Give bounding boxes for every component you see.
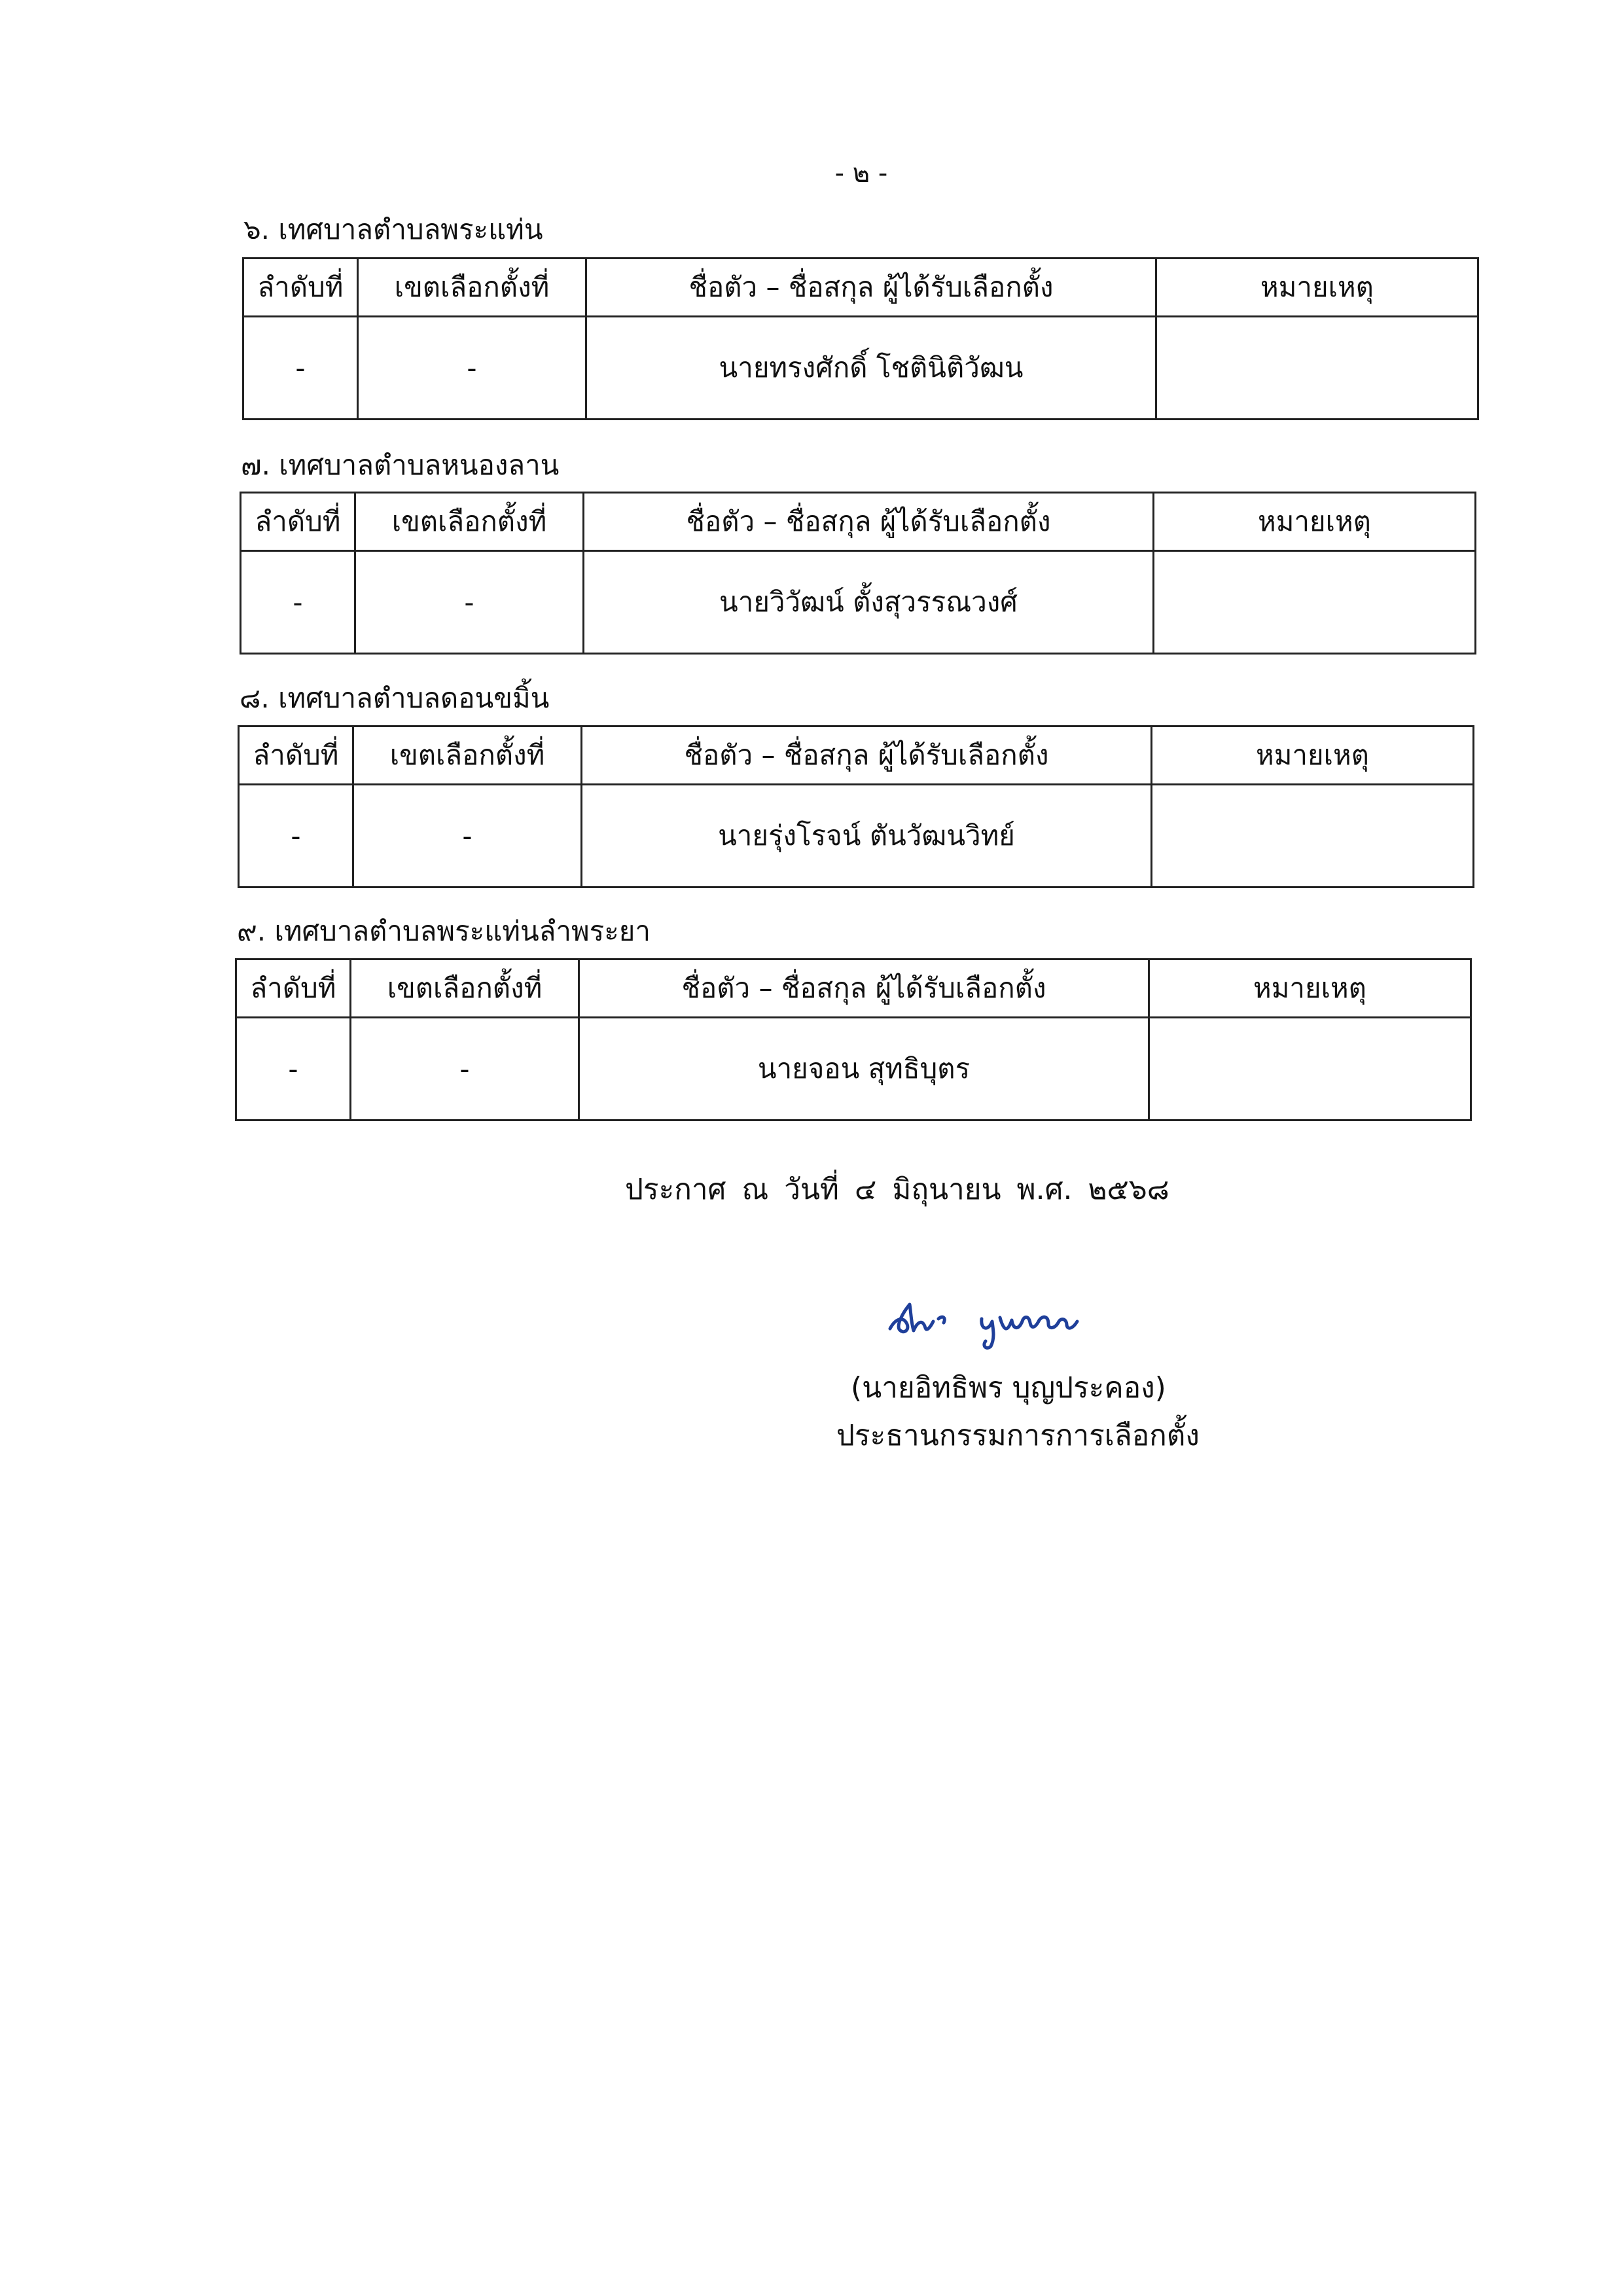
- cell-remark: [1152, 785, 1474, 888]
- section-title-6: ๖. เทศบาลตำบลพระแท่น: [243, 213, 543, 245]
- cell-order: -: [239, 785, 353, 888]
- cell-name: นายวิวัฒน์ ตั้งสุวรรณวงศ์: [584, 551, 1154, 654]
- col-header-order: ลำดับที่: [236, 960, 351, 1018]
- cell-order: -: [243, 317, 358, 420]
- section-title-7: ๗. เทศบาลตำบลหนองลาน: [241, 449, 560, 481]
- col-header-district: เขตเลือกตั้งที่: [353, 726, 582, 785]
- results-table-6: [242, 257, 1479, 420]
- col-header-order: ลำดับที่: [241, 493, 355, 551]
- cell-district: -: [355, 551, 584, 654]
- table-row: [243, 317, 1478, 420]
- results-table-7: [240, 492, 1476, 655]
- results-table-8: [238, 725, 1474, 888]
- col-header-order: ลำดับที่: [243, 259, 358, 317]
- signer-position: ประธานกรรมการการเลือกตั้ง: [836, 1419, 1200, 1452]
- col-header-name: ชื่อตัว – ชื่อสกุล ผู้ได้รับเลือกตั้ง: [579, 960, 1149, 1018]
- table-row: [236, 1018, 1471, 1121]
- cell-order: -: [241, 551, 355, 654]
- cell-name: นายรุ่งโรจน์ ตันวัฒนวิทย์: [582, 785, 1152, 888]
- table-header-row: [241, 493, 1476, 551]
- table-header-row: [243, 259, 1478, 317]
- announcement-date: ประกาศ ณ วันที่ ๔ มิถุนายน พ.ศ. ๒๕๖๘: [625, 1173, 1169, 1206]
- signer-name: (นายอิทธิพร บุญประคอง): [851, 1371, 1166, 1405]
- cell-name: นายจอน สุทธิบุตร: [579, 1018, 1149, 1121]
- col-header-district: เขตเลือกตั้งที่: [351, 960, 579, 1018]
- page-number: - ๒ -: [834, 158, 888, 188]
- cell-order: -: [236, 1018, 351, 1121]
- table-row: [241, 551, 1476, 654]
- cell-district: -: [358, 317, 586, 420]
- table-header-row: [236, 960, 1471, 1018]
- col-header-name: ชื่อตัว – ชื่อสกุล ผู้ได้รับเลือกตั้ง: [584, 493, 1154, 551]
- table-row: [239, 785, 1474, 888]
- table-header-row: [239, 726, 1474, 785]
- cell-remark: [1156, 317, 1478, 420]
- cell-remark: [1154, 551, 1476, 654]
- col-header-remark: หมายเหตุ: [1156, 259, 1478, 317]
- section-title-9: ๙. เทศบาลตำบลพระแท่นลำพระยา: [237, 915, 651, 947]
- results-table-9: [235, 958, 1472, 1121]
- col-header-remark: หมายเหตุ: [1152, 726, 1474, 785]
- cell-name: นายทรงศักดิ์ โชตินิติวัฒน: [586, 317, 1156, 420]
- col-header-remark: หมายเหตุ: [1149, 960, 1471, 1018]
- signature: [883, 1293, 1099, 1352]
- cell-district: -: [353, 785, 582, 888]
- col-header-district: เขตเลือกตั้งที่: [358, 259, 586, 317]
- cell-district: -: [351, 1018, 579, 1121]
- col-header-name: ชื่อตัว – ชื่อสกุล ผู้ได้รับเลือกตั้ง: [582, 726, 1152, 785]
- section-title-8: ๘. เทศบาลตำบลดอนขมิ้น: [240, 682, 550, 714]
- col-header-order: ลำดับที่: [239, 726, 353, 785]
- col-header-remark: หมายเหตุ: [1154, 493, 1476, 551]
- col-header-name: ชื่อตัว – ชื่อสกุล ผู้ได้รับเลือกตั้ง: [586, 259, 1156, 317]
- col-header-district: เขตเลือกตั้งที่: [355, 493, 584, 551]
- cell-remark: [1149, 1018, 1471, 1121]
